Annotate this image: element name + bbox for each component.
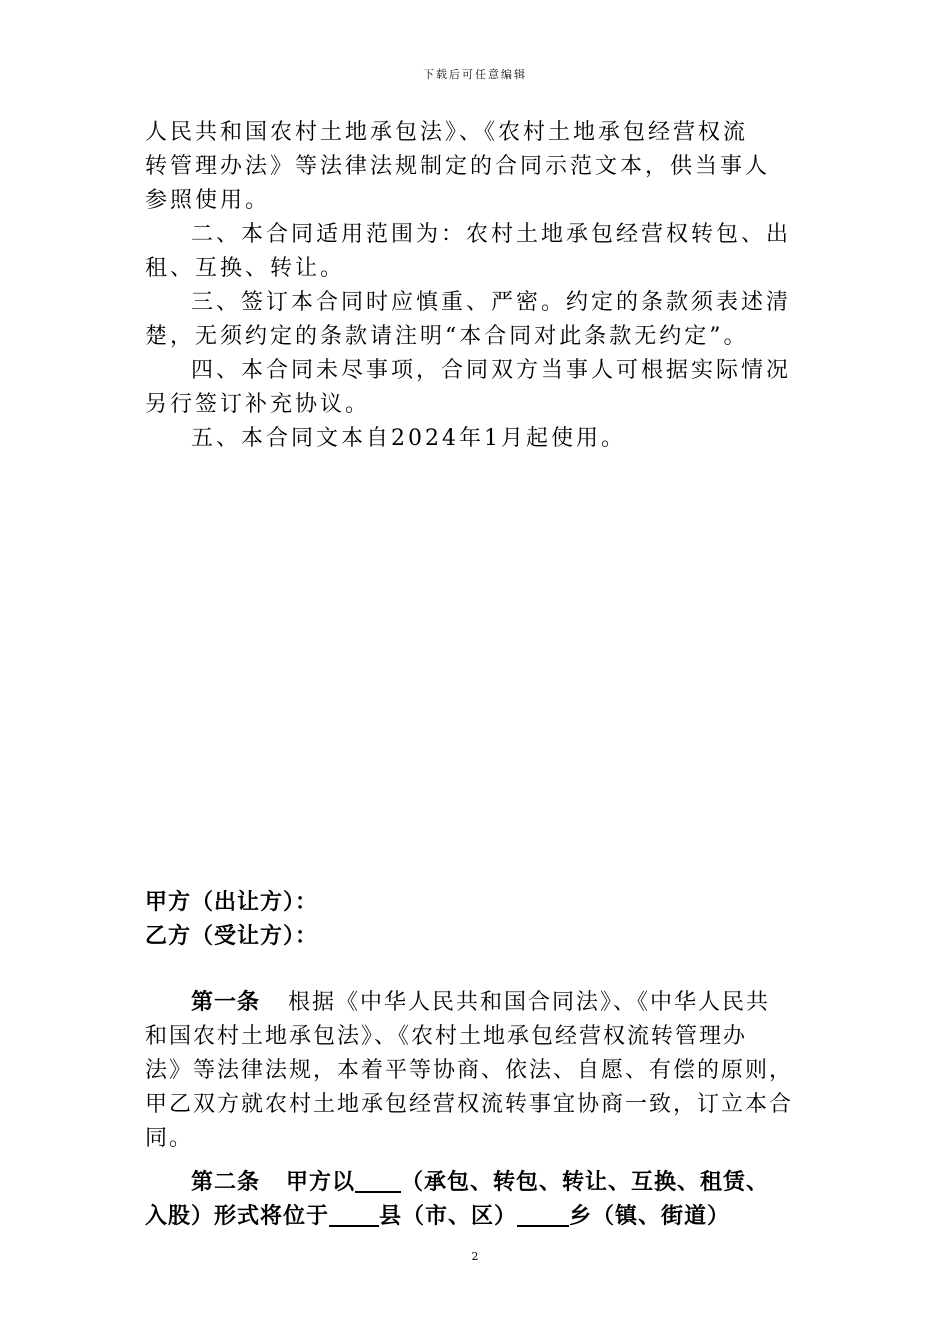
intro-line: 租、互换、转让。 [145, 256, 346, 281]
intro-line: 五、本合同文本自2024年1月起使用。 [191, 426, 626, 451]
articles-section [145, 986, 807, 1234]
form-type-blank[interactable] [355, 1167, 401, 1193]
parties-section [145, 886, 807, 954]
intro-line: 转管理办法》等法律法规制定的合同示范文本，供当事人 [145, 154, 771, 179]
article-1-line: 甲乙双方就农村土地承包经营权流转事宜协商一致，订立本合 [145, 1092, 794, 1117]
intro-line: 四、本合同未尽事项，合同双方当事人可根据实际情况 [191, 358, 792, 383]
party-b-label: 乙方（受让方）： [145, 924, 319, 949]
article-1-title: 第一条 [191, 990, 261, 1015]
article-2-title: 第二条 [191, 1170, 261, 1195]
county-blank[interactable] [329, 1201, 379, 1227]
article-1-line: 和国农村土地承包法》、《农村土地承包经营权流转管理办 [145, 1024, 748, 1049]
article-1-text: 根据《中华人民共和国合同法》、《中华人民共 [288, 990, 771, 1015]
page-number: 2 [471, 1250, 479, 1263]
intro-line: 三、签订本合同时应慎重、严密。约定的条款须表述清 [191, 290, 792, 315]
article-2-first-line [145, 1166, 807, 1200]
article-2-text: 入股）形式将位于 [145, 1204, 330, 1229]
article-2-text: 乡（镇、街道） [569, 1204, 731, 1229]
article-1-first-line [145, 986, 807, 1020]
article-2-text: 县（市、区） [379, 1204, 518, 1229]
township-blank[interactable] [517, 1201, 569, 1227]
intro-line: 二、本合同适用范围为：农村土地承包经营权转包、出 [191, 222, 792, 247]
intro-section [145, 116, 807, 456]
party-a-label: 甲方（出让方）： [145, 890, 319, 915]
article-2-second-line [145, 1200, 807, 1234]
article-1-line: 法》等法律法规，本着平等协商、依法、自愿、有偿的原则， [145, 1058, 794, 1083]
article-2-text: （承包、转包、转让、互换、租赁、 [401, 1170, 770, 1195]
intro-line: 另行签订补充协议。 [145, 392, 371, 417]
intro-line: 楚，无须约定的条款请注明“本合同对此条款无约定”。 [145, 324, 749, 349]
intro-line: 人民共和国农村土地承包法》、《农村土地承包经营权流 [145, 120, 749, 145]
article-1-line: 同。 [145, 1126, 194, 1151]
article-2-text: 甲方以 [286, 1170, 356, 1195]
intro-line: 参照使用。 [145, 188, 271, 213]
page-header: 下载后可任意编辑 [423, 68, 527, 81]
